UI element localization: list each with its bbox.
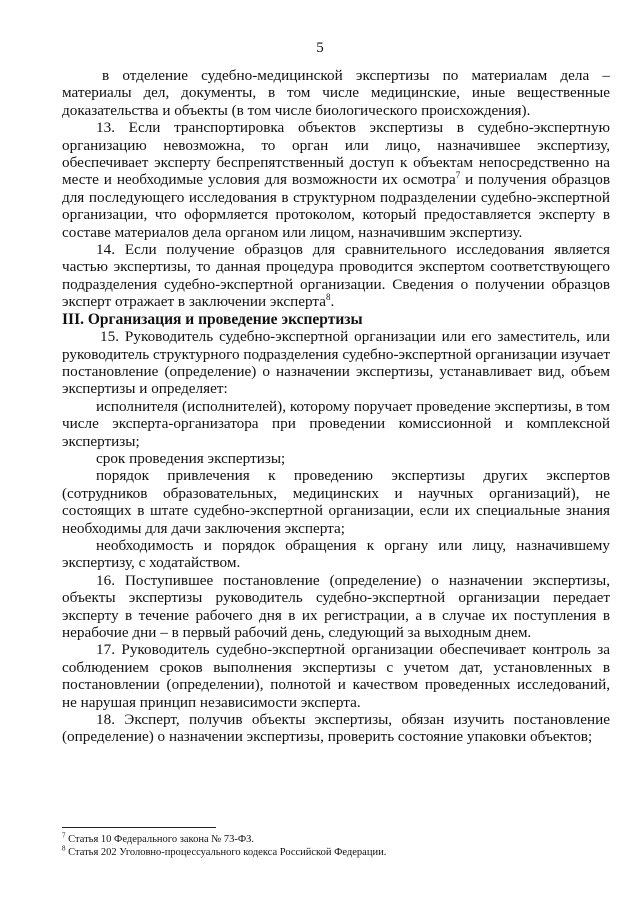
paragraph-15: 15. Руководитель судебно-экспертной организации или его заместитель, или руководитель структурного подразделения судебно-экспертной организации изучает постановление (определение) о назначении экспертизы, устанавливает вид, объем экспертизы и определяет:	[62, 328, 610, 398]
paragraph-continuation: в отделение судебно-медицинской экспертизы по материалам дела – материалы дел, документы, в том числе медицинские, иные вещественные доказательства и объекты (в том числе биологического происхождения).	[62, 67, 610, 119]
footnote-ref-8[interactable]: 8	[326, 292, 331, 303]
paragraph-15-experts: порядок привлечения к проведению экспертизы других экспертов (сотрудников образовательных, медицинских и научных организаций), не состоящих в штате судебно-экспертной организации, если их специальные знания необходимы для дачи заключения эксперта;	[62, 467, 610, 537]
footnote-ref-7[interactable]: 7	[455, 170, 461, 181]
paragraph-17: 17. Руководитель судебно-экспертной организации обеспечивает контроль за соблюдением сроков выполнения экспертизы с учетом дат, установленных в постановлении (определении), полнотой и качеством проведенных исследований, не нарушая принцип независимости эксперта.	[62, 641, 610, 711]
footnote-8: $^8$ Статья 202 Уголовно-процессуального кодекса Российской Федерации.	[62, 844, 387, 858]
paragraph-15-executor: исполнителя (исполнителей), которому поручает проведение экспертизы, в том числе эксперта-организатора при проведении комиссионной и комплексной экспертизы;	[62, 397, 610, 450]
footnote-7: $^7$ Статья 10 Федерального закона № 73-ФЗ.	[62, 831, 255, 845]
paragraph-18: 18. Эксперт, получив объекты экспертизы, обязан изучить постановление (определение) о назначении экспертизы, проверить состояние упаковки объектов;	[62, 711, 610, 746]
footnotes	[62, 833, 610, 859]
section-title: III. Организация и проведение экспертизы	[62, 310, 363, 328]
paragraph-13: 13. Если транспортировка объектов экспертизы в судебно-экспертную организацию невозможна, то орган или лицо, назначившее экспертизу, обеспечивает эксперту беспрепятственный доступ к объектам непосредственно на месте и необходимые условия для возможности их осмотра$^7$ и получения образцов для последующего исследования в структурном подразделении судебно-экспертной организации, что оформляется протоколом, который предоставляется эксперту в составе материалов дела органом или лицом, назначившим экспертизу.	[62, 119, 610, 241]
paragraph-16: 16. Поступившее постановление (определение) о назначении экспертизы, объекты экспертизы руководитель судебно-экспертной организации передает эксперту в течение рабочего дня в их регистрации, а в случае их поступления в нерабочие дни – в первый рабочий день, следующий за выходным днем.	[62, 571, 610, 641]
paragraph-15-deadline: срок проведения экспертизы;	[96, 449, 286, 467]
body-text	[62, 67, 610, 746]
page-number: 5	[316, 40, 324, 56]
footnote-divider	[62, 827, 216, 828]
paragraph-14: 14. Если получение образцов для сравнительного исследования является частью экспертизы, то данная процедура проводится экспертом соответствующего подразделения судебно-экспертной организации. Сведения о получении образцов эксперт отражает в заключении эксперта$^8$.	[62, 241, 610, 311]
paragraph-15-petition: необходимость и порядок обращения к органу или лицу, назначившему экспертизу, с ходатайством.	[62, 536, 610, 572]
